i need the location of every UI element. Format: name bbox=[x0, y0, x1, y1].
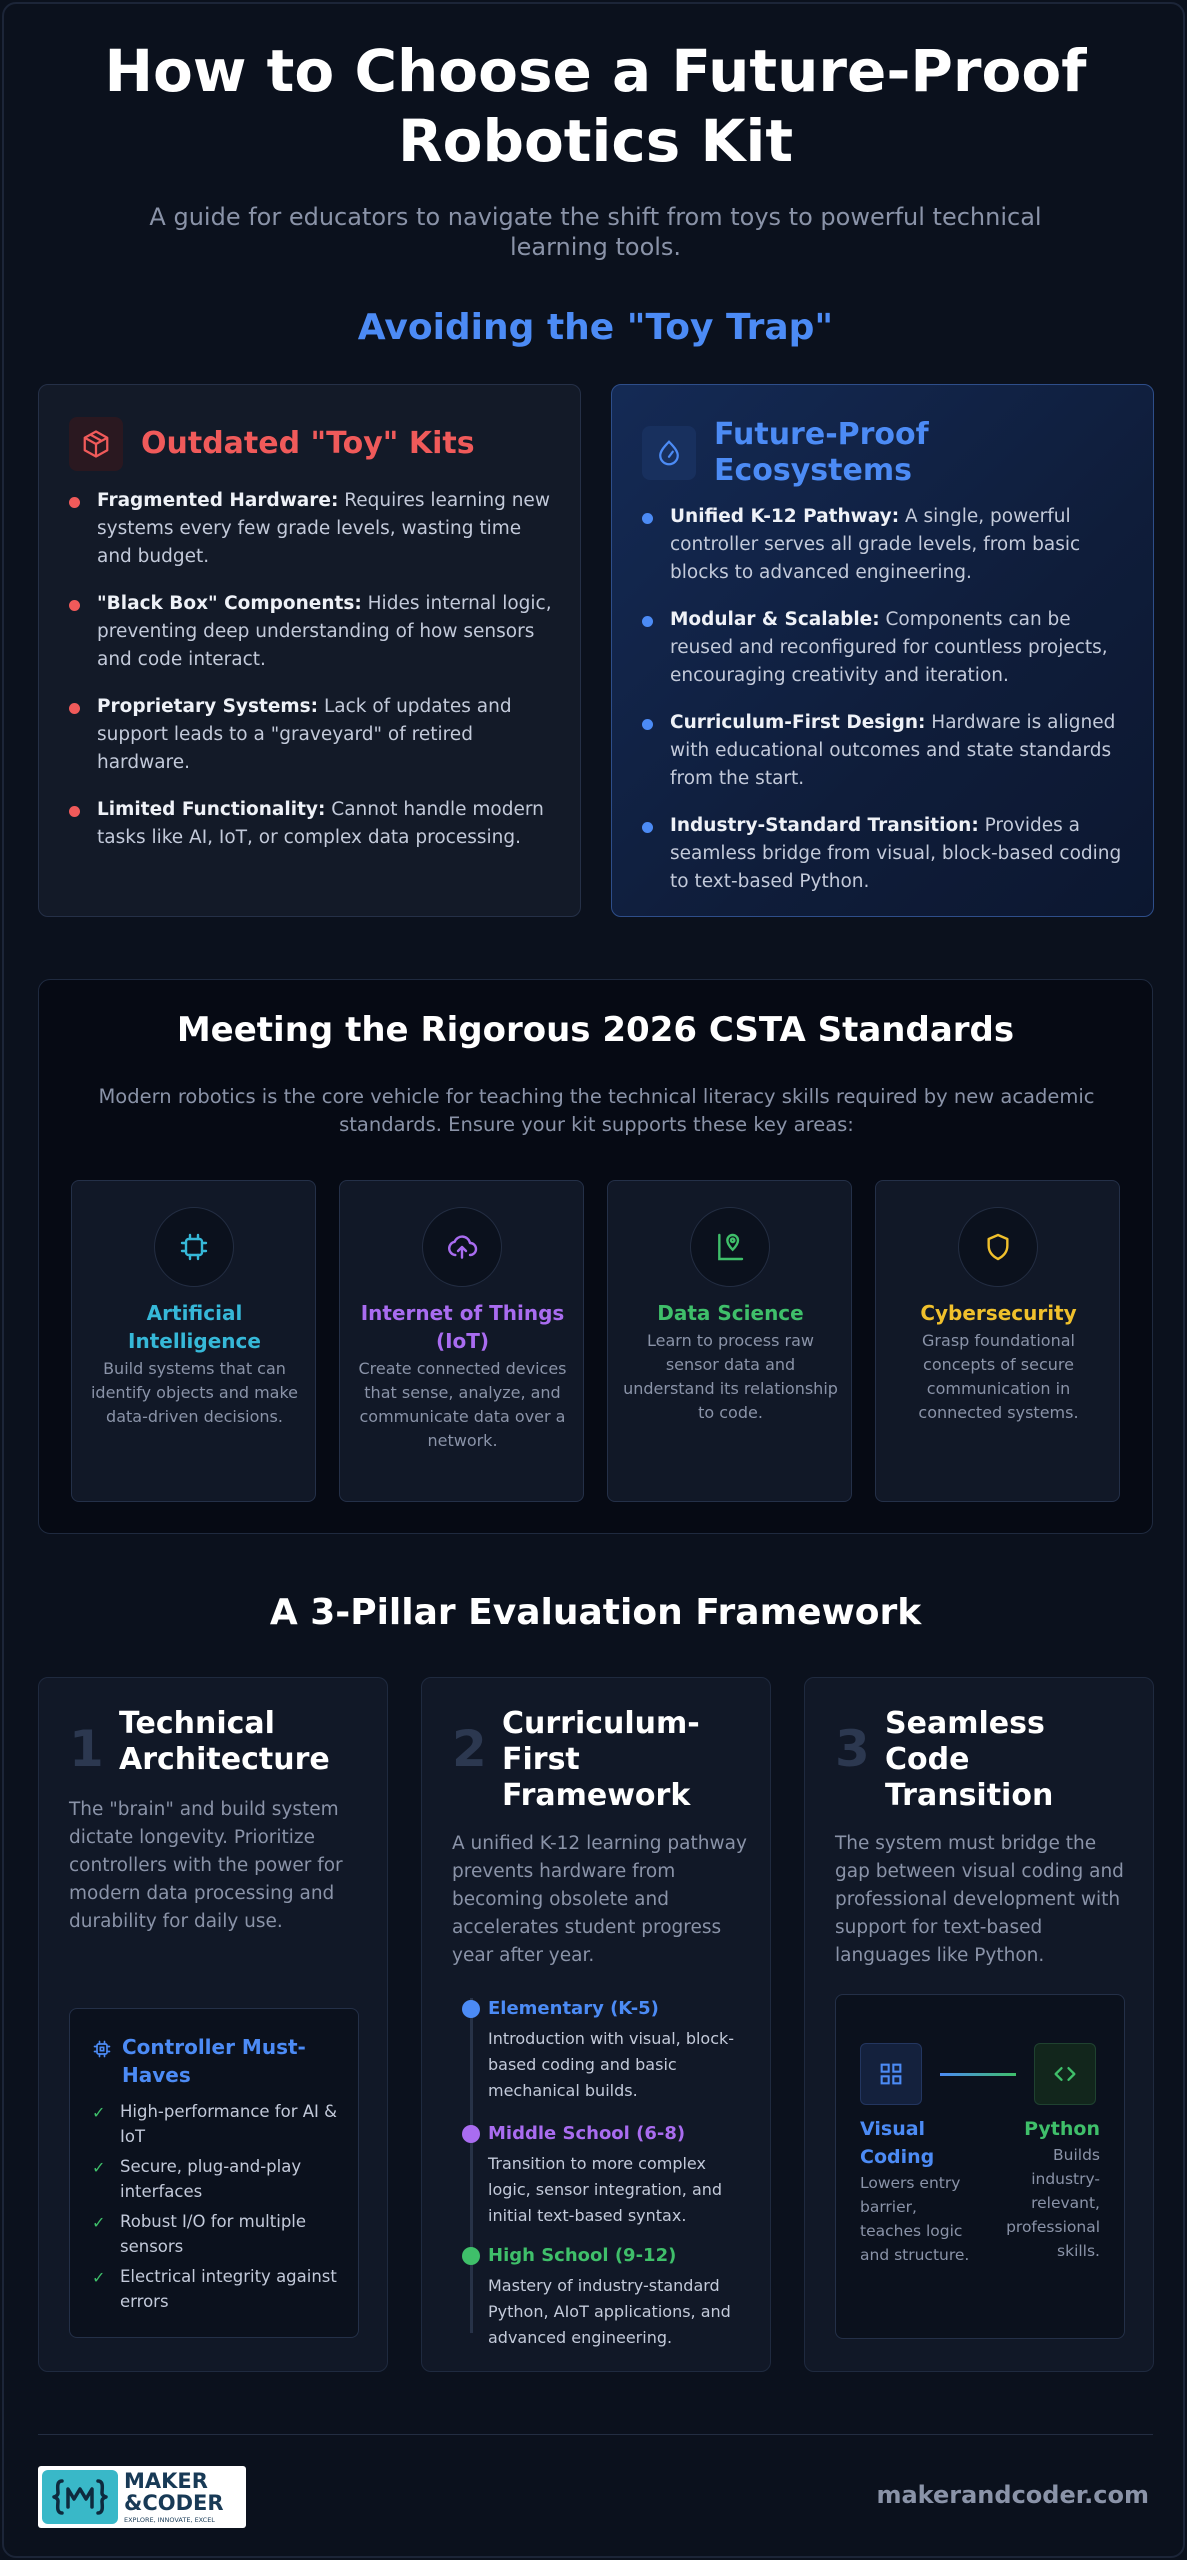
list-item: ✓ Secure, plug-and-play interfaces bbox=[92, 2157, 302, 2201]
pillar-title: Seamless Code Transition bbox=[885, 1706, 1054, 1813]
skill-card-cybersecurity bbox=[875, 1180, 1120, 1502]
logo-text-maker: MAKER bbox=[124, 2469, 208, 2493]
list-item: Industry-Standard Transition: Provides a seamless bridge from visual, block-based coding to text-based Python. bbox=[642, 812, 1132, 896]
list-item: Fragmented Hardware: Requires learning new systems every few grade levels, wasting time and budget. bbox=[69, 487, 559, 571]
python-description: Builds industry-relevant, professional skills. bbox=[1006, 2146, 1100, 2260]
list-item: Proprietary Systems: Lack of updates and support leads to a "graveyard" of retired hardware. bbox=[69, 693, 559, 777]
must-haves-list bbox=[92, 2099, 347, 2319]
visual-coding-label: Visual Coding bbox=[860, 2118, 935, 2168]
pillar-description: A unified K-12 learning pathway prevents hardware from becoming obsolete and accelerates student progress year after year. bbox=[452, 1833, 747, 1966]
gauge-icon bbox=[642, 426, 696, 480]
shield-icon bbox=[958, 1207, 1038, 1287]
check-icon: ✓ bbox=[92, 2158, 106, 2177]
skill-name: Artificial Intelligence bbox=[128, 1301, 261, 1353]
skill-card-ai bbox=[71, 1180, 316, 1502]
check-icon: ✓ bbox=[92, 2268, 106, 2287]
future-proof-title: Future-Proof Ecosystems bbox=[714, 417, 929, 488]
skill-name: Internet of Things (IoT) bbox=[360, 1301, 565, 1353]
skill-description: Learn to process raw sensor data and understand its relationship to code. bbox=[623, 1331, 838, 1422]
list-item: ✓ High-performance for AI & IoT bbox=[92, 2102, 337, 2146]
csta-description: Modern robotics is the core vehicle for teaching the technical literacy skills required by new academic standards. Ensure your kit supports these key areas: bbox=[98, 1085, 1095, 1136]
skill-description: Create connected devices that sense, analyze, and communicate data over a network. bbox=[358, 1359, 567, 1450]
transition-connector bbox=[940, 2073, 1016, 2076]
logo-tagline: EXPLORE, INNOVATE, EXCEL bbox=[124, 2516, 215, 2524]
toy-trap-heading: Avoiding the "Toy Trap" bbox=[357, 307, 834, 348]
skill-name: Cybersecurity bbox=[920, 1301, 1077, 1325]
list-item: ✓ Robust I/O for multiple sensors bbox=[92, 2212, 307, 2256]
list-item: Limited Functionality: Cannot handle modern tasks like AI, IoT, or complex data processing. bbox=[69, 796, 559, 852]
skill-description: Build systems that can identify objects and make data-driven decisions. bbox=[90, 1359, 299, 1426]
infographic-page bbox=[2, 2, 1185, 2558]
skill-name: Data Science bbox=[657, 1301, 804, 1325]
pillar-number: 2 bbox=[452, 1720, 487, 1778]
pillar-number: 1 bbox=[69, 1720, 104, 1778]
maker-coder-logo bbox=[38, 2466, 246, 2528]
pillar-title: Technical Architecture bbox=[119, 1706, 330, 1777]
csta-title: Meeting the Rigorous 2026 CSTA Standards bbox=[176, 1010, 1015, 1050]
controller-must-haves-box bbox=[69, 2008, 359, 2338]
code-brackets-icon bbox=[1034, 2043, 1096, 2105]
pillar-card-technical bbox=[38, 1677, 388, 2372]
list-item: Curriculum-First Design: Hardware is aligned with educational outcomes and state standards from the start. bbox=[642, 709, 1132, 793]
footer-website-link[interactable]: makerandcoder.com bbox=[876, 2481, 1149, 2509]
pillar-description: The system must bridge the gap between visual coding and professional development with support for text-based languages like Python. bbox=[835, 1833, 1124, 1966]
pillar-card-curriculum: 2 Curriculum-First Framework A unified K-12 learning pathway prevents hardware from becoming obsolete and accelerates student progress year after year. Elementary (K-5) Introduction with visual, block-based coding and basic mechanical builds. Middle School (6-8) Transition to more complex logic, sensor integration, and initial text-based syntax. High School (9-12) Mastery of industry-standard Python, AIoT applications, and advanced engineering. bbox=[421, 1677, 771, 2372]
skill-description: Grasp foundational concepts of secure communication in connected systems. bbox=[918, 1331, 1079, 1422]
map-pin-chart-icon bbox=[690, 1207, 770, 1287]
list-item: Unified K-12 Pathway: A single, powerful controller serves all grade levels, from basic blocks to advanced engineering. bbox=[642, 503, 1132, 587]
list-item: Modular & Scalable: Components can be reused and reconfigured for countless projects, encouraging creativity and iteration. bbox=[642, 606, 1132, 690]
footer-divider bbox=[38, 2434, 1153, 2435]
visual-coding-description: Lowers entry barrier, teaches logic and structure. bbox=[860, 2174, 970, 2264]
logo-mark-icon bbox=[42, 2470, 118, 2524]
future-proof-card bbox=[611, 384, 1154, 917]
blocks-icon bbox=[860, 2043, 922, 2105]
outdated-kits-card bbox=[38, 384, 581, 917]
list-item: ✓ Electrical integrity against errors bbox=[92, 2267, 337, 2311]
pillar-number: 3 bbox=[835, 1720, 870, 1778]
check-icon: ✓ bbox=[92, 2103, 106, 2122]
list-item: "Black Box" Components: Hides internal logic, preventing deep understanding of how sensors and code interact. bbox=[69, 590, 559, 674]
chip-icon bbox=[92, 2039, 112, 2063]
check-icon: ✓ bbox=[92, 2213, 106, 2232]
skill-card-data-science bbox=[607, 1180, 852, 1502]
outdated-kits-list bbox=[69, 487, 559, 871]
pillar-card-code-transition bbox=[804, 1677, 1154, 2372]
logo-text-coder: &CODER bbox=[124, 2491, 224, 2515]
skill-card-iot bbox=[339, 1180, 584, 1502]
page-title: How to Choose a Future-Proof Robotics Kit bbox=[104, 37, 1087, 175]
must-haves-title: Controller Must-Haves bbox=[122, 2035, 306, 2087]
outdated-kits-title: Outdated "Toy" Kits bbox=[141, 426, 475, 461]
code-transition-box bbox=[835, 1994, 1125, 2339]
cloud-upload-icon bbox=[422, 1207, 502, 1287]
pillar-title: Curriculum-First Framework bbox=[502, 1706, 700, 1813]
pillars-title: A 3-Pillar Evaluation Framework bbox=[269, 1592, 922, 1633]
pillar-description: The "brain" and build system dictate longevity. Prioritize controllers with the power for modern data processing and durability for daily use. bbox=[69, 1799, 343, 1932]
chip-icon bbox=[154, 1207, 234, 1287]
cube-icon bbox=[69, 417, 123, 471]
timeline-line bbox=[470, 1998, 473, 2333]
python-label: Python bbox=[1024, 2118, 1100, 2140]
page-subtitle: A guide for educators to navigate the shift from toys to powerful technical learning tools. bbox=[149, 203, 1042, 261]
future-proof-list bbox=[642, 503, 1132, 915]
csta-section bbox=[38, 979, 1153, 1534]
